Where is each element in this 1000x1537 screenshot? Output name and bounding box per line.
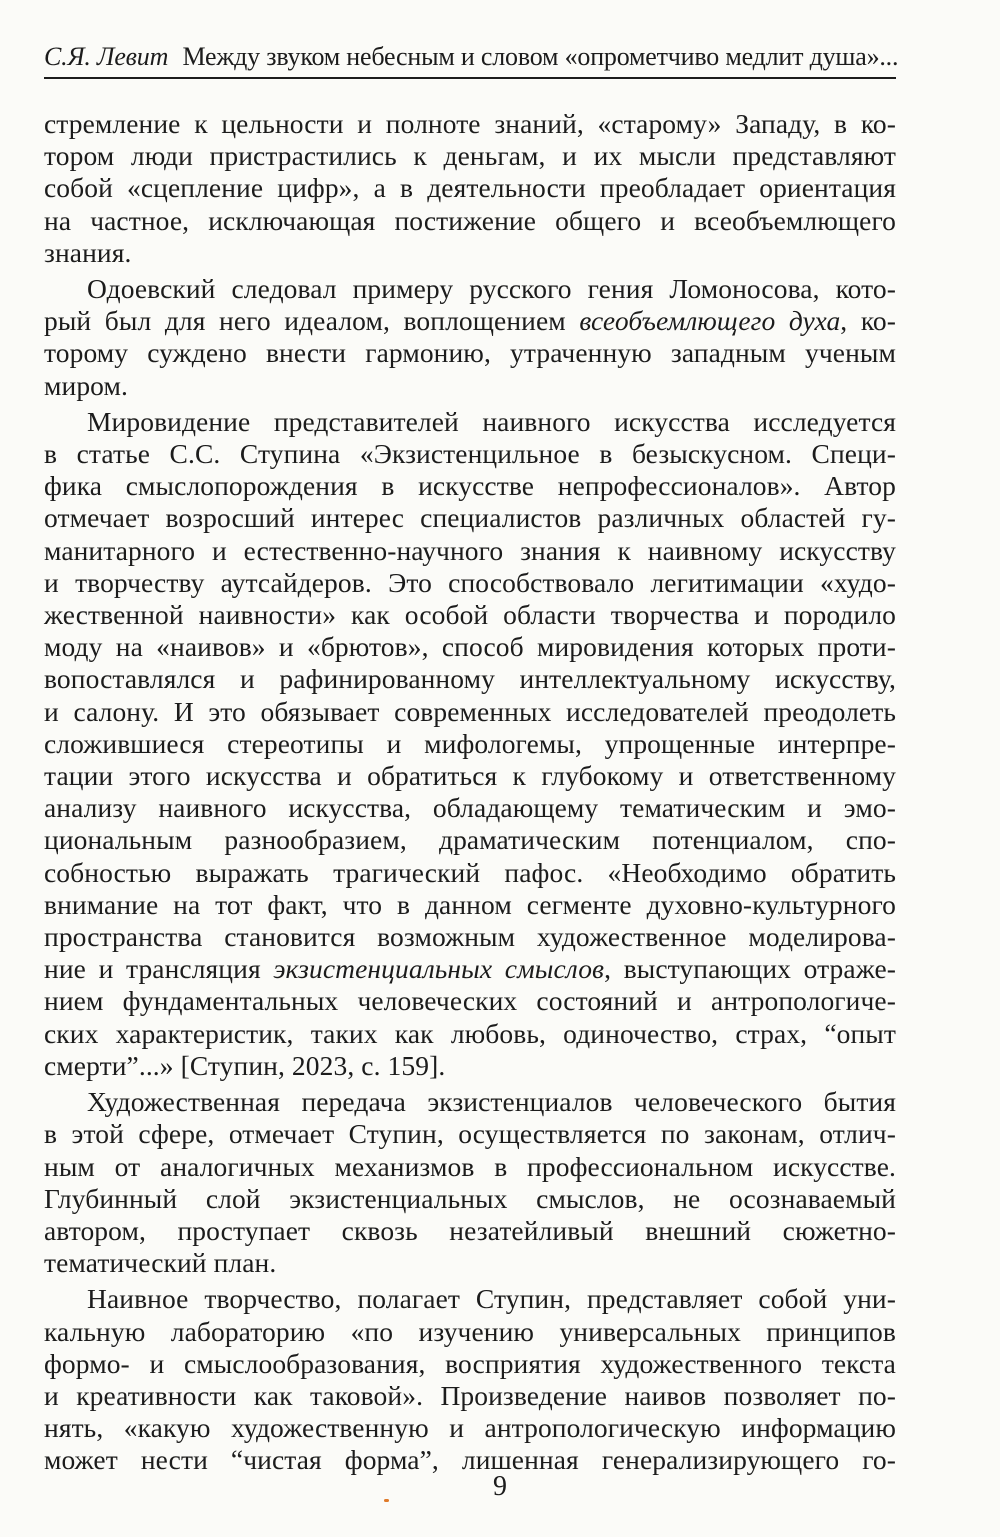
text-line	[44, 337, 896, 369]
text-line	[44, 599, 896, 631]
text-run: анализу наивного искусства, обладающему тематическим и эмо-	[44, 792, 896, 824]
text-line	[44, 1018, 896, 1050]
text-line	[44, 889, 896, 921]
text-run: , выступающих отраже-	[604, 953, 897, 985]
text-line	[44, 470, 896, 502]
italic-phrase: всеобъемлющего духа	[579, 305, 841, 337]
text-line	[44, 1050, 896, 1082]
text-line	[44, 502, 896, 534]
text-line	[44, 438, 896, 470]
text-run: Мировидение представителей наивного искусства исследуется	[87, 405, 896, 437]
text-line	[44, 1380, 896, 1412]
text-run: тации этого искусства и обратиться к глубокому и ответственному	[44, 760, 896, 792]
text-line	[44, 1183, 896, 1215]
text-run: в статье С.С. Ступина «Экзистенцильное в безыскусном. Специ-	[44, 438, 896, 470]
text-run: внимание на тот факт, что в данном сегменте духовно-культурного	[44, 888, 896, 920]
text-run: автором, проступает сквозь незатейливый внешний сюжетно-	[44, 1214, 896, 1246]
text-line	[44, 1247, 896, 1279]
text-run: собностью выражать трагический пафос. «Необходимо обратить	[44, 856, 896, 888]
text-run: циональным разнообразием, драматическим потенциалом, спо-	[44, 824, 896, 856]
text-line	[44, 760, 896, 792]
text-line	[44, 1086, 896, 1118]
text-run: Художественная передача экзистенциалов человеческого бытия	[87, 1086, 896, 1118]
text-line	[44, 921, 896, 953]
text-line	[44, 1316, 896, 1348]
text-line	[44, 305, 896, 337]
text-run: сложившиеся стереотипы и мифологемы, упрощенные интерпре-	[44, 727, 896, 759]
text-run: Одоевский следовал примеру русского гения Ломоносова, кото-	[87, 273, 896, 305]
text-line	[44, 1412, 896, 1444]
text-line	[44, 663, 896, 695]
text-line	[44, 567, 896, 599]
text-line	[44, 1348, 896, 1380]
text-line	[44, 857, 896, 889]
text-line	[44, 792, 896, 824]
text-line	[44, 237, 896, 269]
text-line	[44, 1118, 896, 1150]
text-line	[44, 140, 896, 172]
italic-phrase: экзистенциальных смыслов	[273, 953, 605, 985]
text-run: кальную лабораторию «по изучению универсальных принципов	[44, 1315, 896, 1347]
text-run: может нести “чистая форма”, лишенная генерализирующего го-	[44, 1444, 896, 1476]
ink-speck	[384, 1499, 389, 1502]
text-line	[44, 696, 896, 728]
text-run: ских характеристик, таких как любовь, одиночество, страх, “опыт	[44, 1017, 896, 1049]
text-line	[44, 728, 896, 760]
text-run: нием фундаментальных человеческих состояний и антропологиче-	[44, 985, 896, 1017]
text-line	[44, 1215, 896, 1247]
text-line	[44, 108, 896, 140]
text-run: и творчеству аутсайдеров. Это способствовало легитимации «худо-	[44, 566, 896, 598]
text-run: тором люди пристрастились к деньгам, и их мысли представляют	[44, 140, 896, 172]
text-run: на частное, исключающая постижение общего и всеобъемлющего	[44, 204, 896, 236]
text-run: моду на «наивов» и «брютов», способ мировидения которых проти-	[44, 631, 896, 663]
text-line	[44, 273, 896, 305]
text-run: знания.	[44, 236, 132, 268]
body-text	[44, 108, 896, 1477]
text-run: жественной наивности» как особой области творчества и породило	[44, 599, 896, 631]
text-line	[44, 985, 896, 1017]
text-run: Глубинный слой экзистенциальных смыслов, не осознаваемый	[44, 1182, 896, 1214]
text-run: Наивное творчество, полагает Ступин, представляет собой уни-	[87, 1283, 896, 1315]
text-run: вопоставлялся и рафинированному интеллектуальному искусству,	[44, 663, 896, 695]
running-head-author: С.Я. Левит	[44, 42, 169, 71]
text-run: рый был для него идеалом, воплощением	[44, 305, 580, 337]
text-run: в этой сфере, отмечает Ступин, осуществляется по законам, отлич-	[44, 1118, 896, 1150]
text-run: миром.	[44, 369, 128, 401]
text-run: смерти”...» [Ступин, 2023, с. 159].	[44, 1049, 446, 1081]
page-number: 9	[493, 1471, 507, 1502]
text-run: , ко-	[840, 305, 896, 337]
text-run: торому суждено внести гармонию, утраченную западным ученым	[44, 337, 896, 369]
text-run: фика смыслопорождения в искусстве непрофессионалов». Автор	[44, 470, 896, 502]
text-run: ным от аналогичных механизмов в профессиональном искусстве.	[44, 1150, 896, 1182]
running-head-title: Между звуком небесным и словом «опрометчиво медлит душа»...	[182, 42, 899, 71]
text-line	[44, 824, 896, 856]
text-line	[44, 205, 896, 237]
text-run: и креативности как таковой». Произведение наивов позволяет по-	[44, 1379, 896, 1411]
text-run: тематический план.	[44, 1247, 277, 1279]
text-line	[44, 406, 896, 438]
text-line	[44, 172, 896, 204]
text-run: нять, «какую художественную и антропологическую информацию	[44, 1412, 896, 1444]
text-line	[44, 1283, 896, 1315]
text-line	[44, 953, 896, 985]
text-run: пространства становится возможным художественное моделирова-	[44, 921, 896, 953]
text-run: формо- и смыслообразования, восприятия художественного текста	[44, 1347, 896, 1379]
running-head	[44, 40, 899, 74]
text-run: отмечает возросший интерес специалистов различных областей гу-	[44, 502, 896, 534]
text-line	[44, 1151, 896, 1183]
text-run: стремление к цельности и полноте знаний, «старому» Западу, в ко-	[44, 108, 896, 139]
text-line	[44, 631, 896, 663]
text-run: ние и трансляция	[44, 953, 274, 985]
text-line	[44, 535, 896, 567]
text-run: собой «сцепление цифр», а в деятельности преобладает ориентация	[44, 172, 896, 204]
text-run: и салону. И это обязывает современных исследователей преодолеть	[44, 695, 896, 727]
text-run: манитарного и естественно-научного знания к наивному искусству	[44, 534, 896, 566]
header-rule	[44, 77, 896, 79]
text-line	[44, 370, 896, 402]
